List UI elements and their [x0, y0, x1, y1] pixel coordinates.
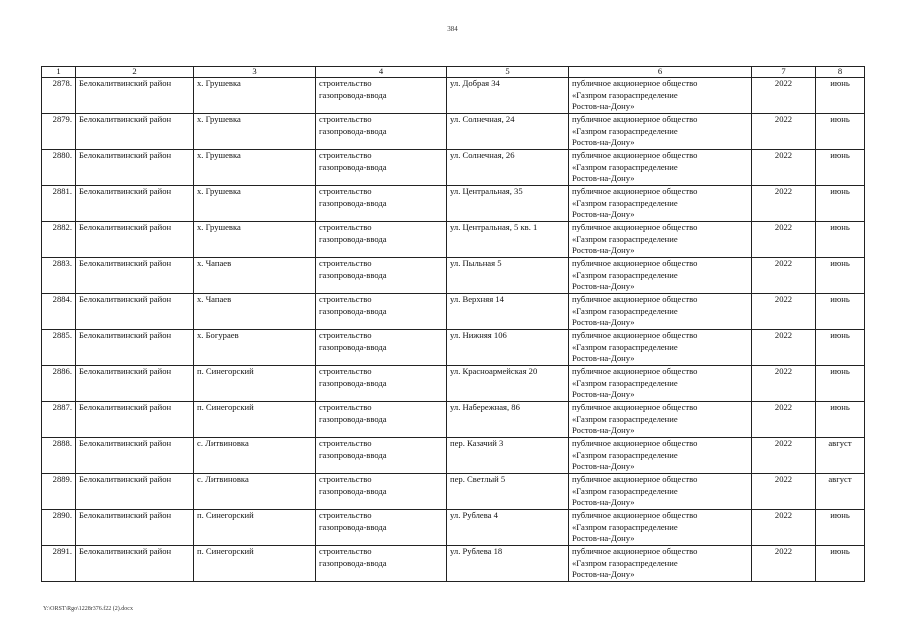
- organization-cell: [569, 186, 752, 222]
- district-text: Белокалитвинский район: [79, 510, 172, 520]
- year-text: 2022: [774, 222, 793, 232]
- organization-cell: [569, 546, 752, 582]
- district-cell: [76, 78, 194, 114]
- settlement-cell: [194, 294, 316, 330]
- settlement-text: п. Синегорский: [197, 510, 254, 520]
- district-text: Белокалитвинский район: [79, 150, 172, 160]
- work-type-text: газопровода-ввода: [319, 269, 387, 280]
- year-cell: [752, 438, 816, 474]
- organization-text: публичное акционерное общество: [572, 258, 698, 268]
- organization-text: публичное акционерное общество: [572, 438, 698, 448]
- organization-cell: [569, 438, 752, 474]
- row-number-cell: [42, 402, 76, 438]
- organization-text: публичное акционерное общество: [572, 474, 698, 484]
- year-text: 2022: [774, 402, 793, 412]
- district-cell: [76, 186, 194, 222]
- organization-text: «Газпром газораспределение: [572, 161, 678, 172]
- month-cell: [816, 294, 865, 330]
- organization-text: публичное акционерное общество: [572, 150, 698, 160]
- month-text: июнь: [830, 510, 850, 520]
- address-text: ул. Добрая 34: [450, 78, 500, 88]
- column-header: 5: [447, 67, 569, 78]
- work-type-text: строительство: [319, 258, 372, 268]
- address-cell: [447, 222, 569, 258]
- month-text: июнь: [830, 222, 850, 232]
- address-cell: [447, 114, 569, 150]
- settlement-cell: [194, 186, 316, 222]
- address-cell: [447, 186, 569, 222]
- table-row: [42, 438, 865, 474]
- settlement-cell: [194, 438, 316, 474]
- month-cell: [816, 114, 865, 150]
- work-type-text: строительство: [319, 510, 372, 520]
- year-text: 2022: [774, 258, 793, 268]
- work-type-cell: [316, 366, 447, 402]
- work-type-text: строительство: [319, 366, 372, 376]
- organization-text: «Газпром газораспределение: [572, 233, 678, 244]
- row-number-cell: [42, 114, 76, 150]
- column-header: 8: [816, 67, 865, 78]
- table-row: [42, 78, 865, 114]
- address-cell: [447, 402, 569, 438]
- organization-cell: [569, 258, 752, 294]
- settlement-text: с. Литвиновка: [197, 474, 249, 484]
- row-number-text: 2887.: [52, 402, 72, 412]
- settlement-cell: [194, 222, 316, 258]
- organization-text: публичное акционерное общество: [572, 510, 698, 520]
- row-number-text: 2890.: [52, 510, 72, 520]
- year-cell: [752, 114, 816, 150]
- district-cell: [76, 366, 194, 402]
- year-cell: [752, 366, 816, 402]
- organization-text: «Газпром газораспределение: [572, 449, 678, 460]
- table-row: [42, 366, 865, 402]
- organization-text: публичное акционерное общество: [572, 186, 698, 196]
- settlement-cell: [194, 114, 316, 150]
- year-cell: [752, 186, 816, 222]
- organization-cell: [569, 330, 752, 366]
- row-number-text: 2881.: [52, 186, 72, 196]
- organization-cell: [569, 294, 752, 330]
- year-text: 2022: [774, 114, 793, 124]
- organization-text: публичное акционерное общество: [572, 114, 698, 124]
- organization-text: «Газпром газораспределение: [572, 341, 678, 352]
- month-cell: [816, 438, 865, 474]
- district-text: Белокалитвинский район: [79, 330, 172, 340]
- address-text: ул. Набережная, 86: [450, 402, 520, 412]
- district-text: Белокалитвинский район: [79, 78, 172, 88]
- settlement-text: х. Грушевка: [197, 222, 241, 232]
- address-text: ул. Нижняя 106: [450, 330, 507, 340]
- row-number-cell: [42, 330, 76, 366]
- month-cell: [816, 150, 865, 186]
- month-cell: [816, 330, 865, 366]
- month-text: июнь: [830, 402, 850, 412]
- organization-text: «Газпром газораспределение: [572, 125, 678, 136]
- district-cell: [76, 438, 194, 474]
- organization-text: публичное акционерное общество: [572, 222, 698, 232]
- organization-text: публичное акционерное общество: [572, 78, 698, 88]
- month-text: август: [828, 474, 852, 484]
- work-type-text: газопровода-ввода: [319, 449, 387, 460]
- district-cell: [76, 546, 194, 582]
- table-row: [42, 222, 865, 258]
- year-text: 2022: [774, 294, 793, 304]
- settlement-cell: [194, 258, 316, 294]
- row-number-cell: [42, 510, 76, 546]
- row-number-text: 2885.: [52, 330, 72, 340]
- work-type-text: газопровода-ввода: [319, 377, 387, 388]
- work-type-cell: [316, 546, 447, 582]
- year-cell: [752, 222, 816, 258]
- year-text: 2022: [774, 366, 793, 376]
- address-cell: [447, 294, 569, 330]
- organization-cell: [569, 402, 752, 438]
- work-type-text: газопровода-ввода: [319, 89, 387, 100]
- work-type-cell: [316, 474, 447, 510]
- work-type-cell: [316, 186, 447, 222]
- address-cell: [447, 150, 569, 186]
- table-row: [42, 546, 865, 582]
- row-number-cell: [42, 150, 76, 186]
- organization-text: «Газпром газораспределение: [572, 413, 678, 424]
- settlement-text: х. Чапаев: [197, 294, 232, 304]
- organization-text: Ростов-на-Дону»: [572, 425, 635, 436]
- work-type-text: газопровода-ввода: [319, 485, 387, 496]
- work-type-text: газопровода-ввода: [319, 521, 387, 532]
- work-type-text: строительство: [319, 114, 372, 124]
- month-text: июнь: [830, 546, 850, 556]
- organization-text: Ростов-на-Дону»: [572, 353, 635, 364]
- settlement-cell: [194, 366, 316, 402]
- district-text: Белокалитвинский район: [79, 474, 172, 484]
- work-type-text: строительство: [319, 402, 372, 412]
- month-text: июнь: [830, 186, 850, 196]
- organization-text: Ростов-на-Дону»: [572, 101, 635, 112]
- month-text: июнь: [830, 330, 850, 340]
- work-type-text: газопровода-ввода: [319, 557, 387, 568]
- organization-text: «Газпром газораспределение: [572, 305, 678, 316]
- year-text: 2022: [774, 330, 793, 340]
- district-text: Белокалитвинский район: [79, 114, 172, 124]
- registry-table: [41, 66, 865, 582]
- organization-text: Ростов-на-Дону»: [572, 497, 635, 508]
- footer-file-path: Y:\ORST\Rgo\1228r376.f22 (2).docx: [43, 606, 133, 612]
- row-number-text: 2879.: [52, 114, 72, 124]
- month-cell: [816, 258, 865, 294]
- year-cell: [752, 510, 816, 546]
- organization-text: «Газпром газораспределение: [572, 521, 678, 532]
- row-number-cell: [42, 366, 76, 402]
- month-cell: [816, 402, 865, 438]
- column-header: 3: [194, 67, 316, 78]
- settlement-cell: [194, 510, 316, 546]
- work-type-text: газопровода-ввода: [319, 125, 387, 136]
- work-type-text: газопровода-ввода: [319, 161, 387, 172]
- address-text: пер. Светлый 5: [450, 474, 506, 484]
- organization-text: «Газпром газораспределение: [572, 377, 678, 388]
- settlement-cell: [194, 402, 316, 438]
- table-row: [42, 114, 865, 150]
- year-cell: [752, 330, 816, 366]
- row-number-text: 2878.: [52, 78, 72, 88]
- row-number-cell: [42, 186, 76, 222]
- organization-text: Ростов-на-Дону»: [572, 533, 635, 544]
- work-type-cell: [316, 222, 447, 258]
- year-text: 2022: [774, 78, 793, 88]
- address-cell: [447, 474, 569, 510]
- district-text: Белокалитвинский район: [79, 438, 172, 448]
- work-type-text: строительство: [319, 438, 372, 448]
- organization-text: Ростов-на-Дону»: [572, 569, 635, 580]
- row-number-cell: [42, 474, 76, 510]
- table-row: [42, 258, 865, 294]
- address-text: ул. Пыльная 5: [450, 258, 502, 268]
- settlement-cell: [194, 150, 316, 186]
- address-cell: [447, 78, 569, 114]
- work-type-text: газопровода-ввода: [319, 197, 387, 208]
- district-cell: [76, 402, 194, 438]
- district-text: Белокалитвинский район: [79, 258, 172, 268]
- work-type-cell: [316, 114, 447, 150]
- settlement-cell: [194, 546, 316, 582]
- address-cell: [447, 546, 569, 582]
- district-text: Белокалитвинский район: [79, 546, 172, 556]
- settlement-cell: [194, 78, 316, 114]
- organization-text: публичное акционерное общество: [572, 294, 698, 304]
- work-type-text: газопровода-ввода: [319, 341, 387, 352]
- month-text: июнь: [830, 294, 850, 304]
- organization-text: публичное акционерное общество: [572, 330, 698, 340]
- work-type-cell: [316, 150, 447, 186]
- organization-text: публичное акционерное общество: [572, 366, 698, 376]
- work-type-cell: [316, 510, 447, 546]
- organization-cell: [569, 150, 752, 186]
- organization-text: «Газпром газораспределение: [572, 485, 678, 496]
- year-cell: [752, 474, 816, 510]
- district-cell: [76, 330, 194, 366]
- district-text: Белокалитвинский район: [79, 294, 172, 304]
- address-text: ул. Солнечная, 26: [450, 150, 515, 160]
- row-number-text: 2880.: [52, 150, 72, 160]
- district-text: Белокалитвинский район: [79, 186, 172, 196]
- organization-text: «Газпром газораспределение: [572, 89, 678, 100]
- month-text: август: [828, 438, 852, 448]
- year-cell: [752, 150, 816, 186]
- organization-text: «Газпром газораспределение: [572, 197, 678, 208]
- row-number-cell: [42, 222, 76, 258]
- row-number-cell: [42, 546, 76, 582]
- month-cell: [816, 186, 865, 222]
- organization-cell: [569, 222, 752, 258]
- month-cell: [816, 546, 865, 582]
- table-row: [42, 150, 865, 186]
- district-cell: [76, 114, 194, 150]
- organization-text: Ростов-на-Дону»: [572, 137, 635, 148]
- organization-cell: [569, 366, 752, 402]
- month-cell: [816, 366, 865, 402]
- district-text: Белокалитвинский район: [79, 402, 172, 412]
- work-type-text: строительство: [319, 150, 372, 160]
- work-type-cell: [316, 78, 447, 114]
- year-cell: [752, 546, 816, 582]
- address-cell: [447, 366, 569, 402]
- year-text: 2022: [774, 546, 793, 556]
- address-text: пер. Казачий 3: [450, 438, 504, 448]
- month-text: июнь: [830, 150, 850, 160]
- year-text: 2022: [774, 438, 793, 448]
- table-row: [42, 474, 865, 510]
- page-number: 384: [447, 25, 458, 33]
- table-row: [42, 510, 865, 546]
- work-type-text: строительство: [319, 78, 372, 88]
- settlement-text: х. Грушевка: [197, 186, 241, 196]
- work-type-text: строительство: [319, 294, 372, 304]
- table-row: [42, 330, 865, 366]
- work-type-text: строительство: [319, 222, 372, 232]
- address-cell: [447, 438, 569, 474]
- settlement-text: х. Грушевка: [197, 78, 241, 88]
- address-text: ул. Солнечная, 24: [450, 114, 515, 124]
- work-type-text: строительство: [319, 186, 372, 196]
- organization-text: Ростов-на-Дону»: [572, 173, 635, 184]
- column-number-row: [42, 67, 865, 78]
- district-cell: [76, 150, 194, 186]
- organization-cell: [569, 114, 752, 150]
- work-type-cell: [316, 258, 447, 294]
- district-cell: [76, 474, 194, 510]
- year-cell: [752, 294, 816, 330]
- month-text: июнь: [830, 78, 850, 88]
- settlement-text: п. Синегорский: [197, 366, 254, 376]
- work-type-cell: [316, 438, 447, 474]
- work-type-text: строительство: [319, 474, 372, 484]
- address-text: ул. Центральная, 35: [450, 186, 523, 196]
- month-text: июнь: [830, 366, 850, 376]
- organization-text: Ростов-на-Дону»: [572, 245, 635, 256]
- year-cell: [752, 402, 816, 438]
- row-number-text: 2884.: [52, 294, 72, 304]
- row-number-text: 2883.: [52, 258, 72, 268]
- work-type-text: газопровода-ввода: [319, 233, 387, 244]
- table-row: [42, 294, 865, 330]
- column-header: 7: [752, 67, 816, 78]
- settlement-cell: [194, 330, 316, 366]
- organization-text: «Газпром газораспределение: [572, 557, 678, 568]
- year-text: 2022: [774, 510, 793, 520]
- work-type-text: газопровода-ввода: [319, 413, 387, 424]
- district-text: Белокалитвинский район: [79, 366, 172, 376]
- month-cell: [816, 474, 865, 510]
- work-type-cell: [316, 402, 447, 438]
- address-cell: [447, 258, 569, 294]
- district-cell: [76, 258, 194, 294]
- organization-text: Ростов-на-Дону»: [572, 281, 635, 292]
- settlement-text: п. Синегорский: [197, 546, 254, 556]
- month-text: июнь: [830, 258, 850, 268]
- settlement-text: п. Синегорский: [197, 402, 254, 412]
- settlement-text: с. Литвиновка: [197, 438, 249, 448]
- organization-text: Ростов-на-Дону»: [572, 317, 635, 328]
- settlement-text: х. Грушевка: [197, 114, 241, 124]
- settlement-cell: [194, 474, 316, 510]
- address-text: ул. Рублева 18: [450, 546, 503, 556]
- address-cell: [447, 330, 569, 366]
- month-cell: [816, 78, 865, 114]
- table-row: [42, 402, 865, 438]
- address-text: ул. Верхняя 14: [450, 294, 504, 304]
- work-type-text: газопровода-ввода: [319, 305, 387, 316]
- row-number-cell: [42, 438, 76, 474]
- row-number-text: 2891.: [52, 546, 72, 556]
- work-type-cell: [316, 294, 447, 330]
- table-row: [42, 186, 865, 222]
- settlement-text: х. Чапаев: [197, 258, 232, 268]
- column-header: 1: [42, 67, 76, 78]
- row-number-cell: [42, 294, 76, 330]
- organization-cell: [569, 510, 752, 546]
- organization-text: «Газпром газораспределение: [572, 269, 678, 280]
- organization-cell: [569, 78, 752, 114]
- address-text: ул. Красноармейская 20: [450, 366, 538, 376]
- settlement-text: х. Грушевка: [197, 150, 241, 160]
- year-text: 2022: [774, 186, 793, 196]
- year-cell: [752, 258, 816, 294]
- work-type-text: строительство: [319, 546, 372, 556]
- year-text: 2022: [774, 150, 793, 160]
- month-text: июнь: [830, 114, 850, 124]
- work-type-text: строительство: [319, 330, 372, 340]
- year-cell: [752, 78, 816, 114]
- organization-text: Ростов-на-Дону»: [572, 389, 635, 400]
- district-cell: [76, 510, 194, 546]
- address-text: ул. Центральная, 5 кв. 1: [450, 222, 538, 232]
- district-cell: [76, 294, 194, 330]
- address-text: ул. Рублева 4: [450, 510, 498, 520]
- work-type-cell: [316, 330, 447, 366]
- row-number-cell: [42, 258, 76, 294]
- column-header: 6: [569, 67, 752, 78]
- address-cell: [447, 510, 569, 546]
- district-text: Белокалитвинский район: [79, 222, 172, 232]
- organization-text: публичное акционерное общество: [572, 402, 698, 412]
- row-number-text: 2888.: [52, 438, 72, 448]
- month-cell: [816, 222, 865, 258]
- month-cell: [816, 510, 865, 546]
- district-cell: [76, 222, 194, 258]
- row-number-text: 2889.: [52, 474, 72, 484]
- row-number-text: 2886.: [52, 366, 72, 376]
- row-number-text: 2882.: [52, 222, 72, 232]
- column-header: 4: [316, 67, 447, 78]
- organization-text: Ростов-на-Дону»: [572, 461, 635, 472]
- row-number-cell: [42, 78, 76, 114]
- column-header: 2: [76, 67, 194, 78]
- settlement-text: х. Богураев: [197, 330, 239, 340]
- organization-text: Ростов-на-Дону»: [572, 209, 635, 220]
- year-text: 2022: [774, 474, 793, 484]
- organization-cell: [569, 474, 752, 510]
- organization-text: публичное акционерное общество: [572, 546, 698, 556]
